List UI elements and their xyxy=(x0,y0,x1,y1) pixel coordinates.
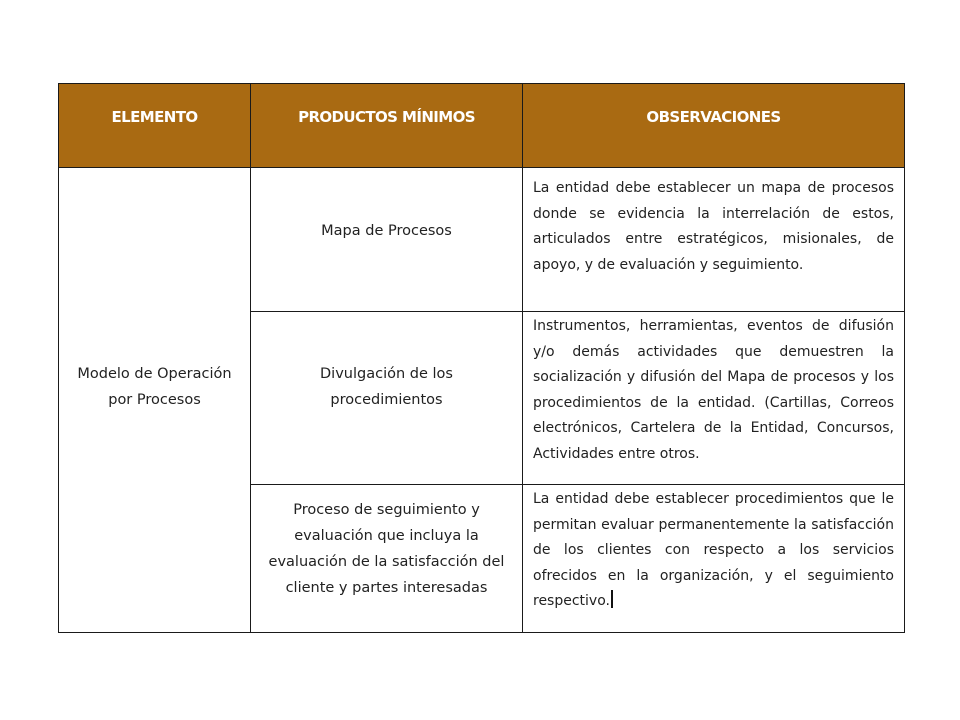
requirements-table xyxy=(58,83,905,633)
observacion-cell: La entidad debe establecer un mapa de procesos donde se evidencia la interrelación de estos, articulados entre estratégicos, misionales, de apoyo, y de evaluación y seguimiento. xyxy=(523,168,905,312)
header-elemento: ELEMENTO xyxy=(59,84,251,168)
header-productos-minimos: PRODUCTOS MÍNIMOS xyxy=(251,84,523,168)
producto-cell: Divulgación de los procedimientos xyxy=(251,312,523,485)
text-cursor xyxy=(611,590,613,608)
producto-cell: Mapa de Procesos xyxy=(251,168,523,312)
elemento-label: Modelo de Operación por Procesos xyxy=(77,366,232,408)
observacion-cell: Instrumentos, herramientas, eventos de difusión y/o demás actividades que demuestren la socialización y difusión del Mapa de procesos y los procedimientos de la entidad. (Cartillas, Correos electrónicos, Cartelera de la Entidad, Concursos, Actividades entre otros. xyxy=(523,312,905,485)
header-row xyxy=(59,84,905,168)
producto-cell: Proceso de seguimiento y evaluación que incluya la evaluación de la satisfacción del cliente y partes interesadas xyxy=(251,485,523,633)
header-observaciones: OBSERVACIONES xyxy=(523,84,905,168)
elemento-cell xyxy=(59,168,251,633)
table-row xyxy=(59,168,905,312)
observacion-text: La entidad debe establecer procedimientos que le permitan evaluar permanentemente la satisfacción de los clientes con respecto a los servicios ofrecidos en la organización, y el seguimiento respectivo. xyxy=(533,491,894,610)
observacion-cell[interactable] xyxy=(523,485,905,633)
requirements-table-container xyxy=(58,83,904,633)
